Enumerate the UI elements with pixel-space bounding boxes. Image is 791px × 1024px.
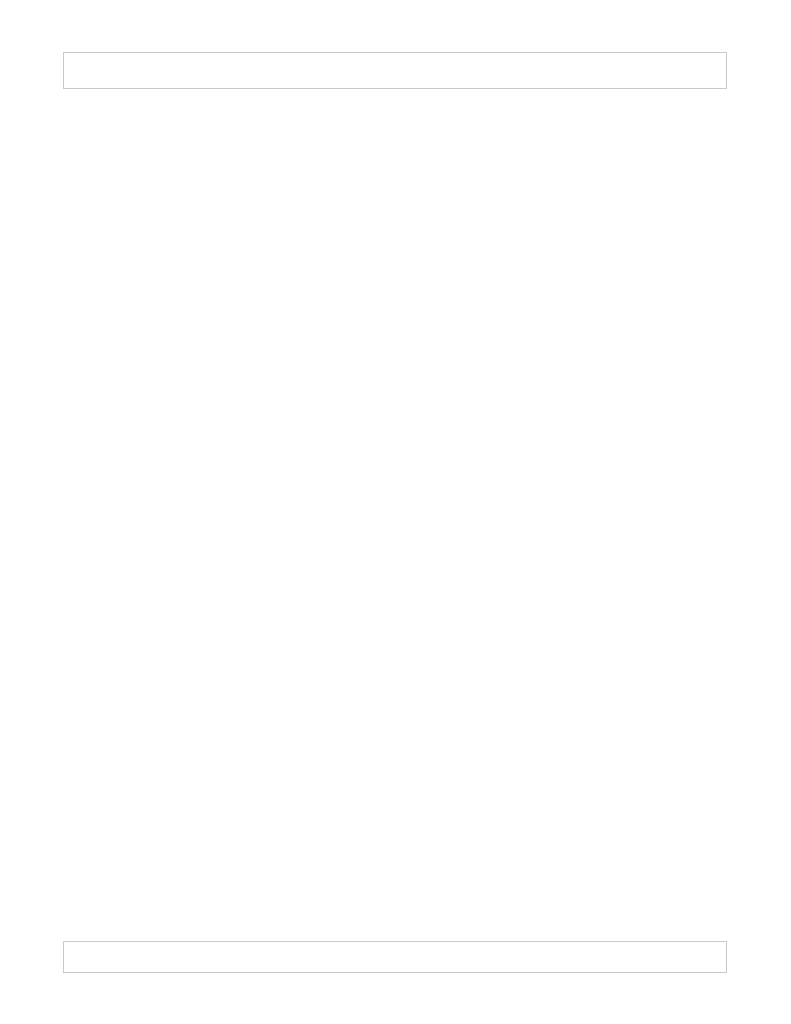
footer-box [63,941,727,973]
